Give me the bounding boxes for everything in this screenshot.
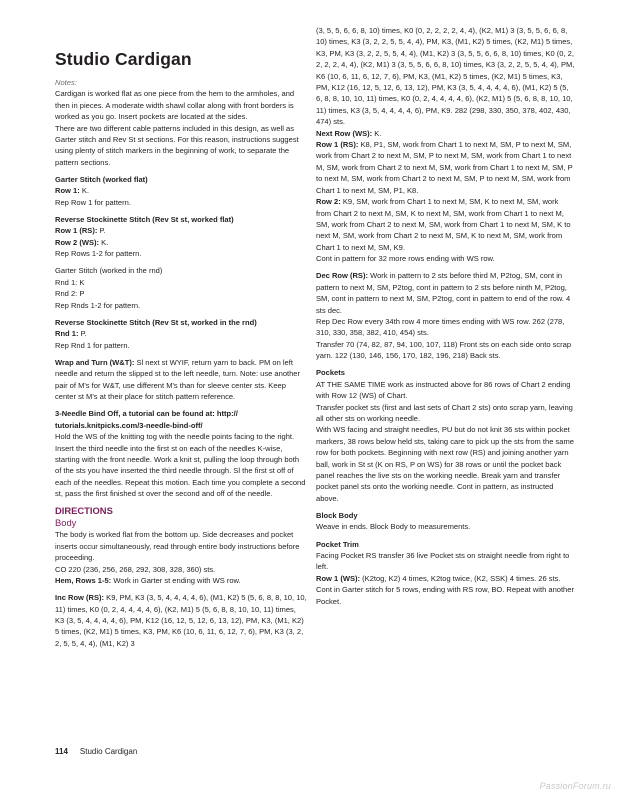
- rev-flat-title: Reverse Stockinette Stitch (Rev St st, worked flat): [55, 215, 234, 225]
- body-intro: The body is worked flat from the bottom up. Side decreases and pocket inserts occur simultaneously, read through entire body instructions before proceeding.: [55, 530, 300, 563]
- instruction-row: Row 2 (WS): K.: [55, 237, 109, 247]
- instruction-row: Row 1: K.: [55, 186, 89, 196]
- instruction-row: Row 1 (RS): P.: [55, 226, 106, 236]
- pocket-trim-text: Cont in Garter stitch for 5 rows, ending with RS row, BO. Repeat with another Pocket.: [316, 585, 574, 606]
- dec-row: Dec Row (RS): Work in pattern to 2 sts before third M, P2tog, SM, cont in pattern to next M, SM, P2tog, cont in pattern to 2 sts before ninth M, P2tog, SM, cont in pattern to next M, SM, P2tog, cont in pattern to end of the row. 4 sts dec.: [316, 271, 571, 315]
- rep-dec: Rep Dec Row every 34th row 4 more times ending with WS row. 262 (278, 310, 330, 358, 382, 410, 454) sts.: [316, 316, 565, 338]
- pockets-paragraph: Transfer pocket sts (first and last sets of Chart 2 sts) onto scrap yarn, leaving all other sts on working needle.: [316, 402, 573, 423]
- instruction-row: Rep Rows 1-2 for pattern.: [55, 249, 142, 259]
- directions-heading: DIRECTIONS: [55, 505, 113, 517]
- instruction-row: Rnd 2: P: [55, 289, 85, 299]
- next-row: Next Row (WS): K.: [316, 128, 382, 138]
- left-column: [55, 77, 307, 649]
- page-footer: [55, 747, 137, 757]
- footer-title: Studio Cardigan: [79, 747, 138, 756]
- pockets-paragraph: With WS facing and straight needles, PU but do not knit 36 sts within pocket markers, 38 rows below held sts, taking care to pick up the sts from the same row for both pockets. Beginning with next row (RS) and joining another yarn ball, work in St st (K on RS, P on WS) for 38 rows or until the pocket back panel reaches the live sts on the working needle. Break yarn and transfer pocket panel sts onto the working needle. Cont in pattern, as instructed above.: [316, 425, 574, 503]
- cont-rows: Cont in pattern for 32 more rows ending with WS row.: [316, 254, 495, 264]
- garter-rnd-title: Garter Stitch (worked in the rnd): [55, 266, 163, 276]
- block-body-text: Weave in ends. Block Body to measurements.: [316, 522, 471, 532]
- cast-on: CO 220 (236, 256, 268, 292, 308, 328, 360) sts.: [55, 564, 216, 574]
- notes-label: Notes:: [55, 78, 77, 87]
- watermark: PassionForum.ru: [539, 781, 611, 791]
- hem-rows: Hem, Rows 1-5: Work in Garter st ending with WS row.: [55, 576, 241, 586]
- instruction-row: Rnd 1: K: [55, 277, 85, 287]
- body-heading: Body: [55, 517, 77, 529]
- pockets-paragraph: AT THE SAME TIME work as instructed above for 86 rows of Chart 2 ending with Row 12 (WS) of Chart.: [316, 379, 571, 401]
- pockets-title: Pockets: [316, 368, 345, 378]
- notes-paragraph: Cardigan is worked flat as one piece from the hem to the armholes, and then in pieces. A moderate width shawl collar along with front borders is worked as you go. Insert pockets are located at the sides.: [55, 89, 295, 122]
- pocket-trim-text: Facing Pocket RS transfer 36 live Pocket sts on straight needle from right to left.: [316, 551, 570, 572]
- inc-row-continued: (3, 5, 5, 6, 6, 8, 10) times, K0 (0, 2, 2, 2, 2, 4, 4), (K2, M1) 3 (3, 5, 5, 6, 6, 8, 10) times, K3 (3, 2, 2, 5, 5, 4, 4), PM, K3, (M1, K2) 5 times, (K2, M1) 5 times, K3, PM, K3 (3, 2, 2, 5, 5, 4, 4), (M1, K2) 3 (3, 5, 5, 6, 6, 8, 10) times, K0 (0, 2, 2, 2, 2, 4, 4), (K2, M1) 3 (3, 5, 5, 6, 6, 8, 10) times, K3 (3, 2, 2, 5, 5, 4, 4), PM, K6 (10, 6, 11, 6, 12, 7, 6), PM, K3, (M1, K2) 5 times, (K2, M1) 5 times, K3, PM, K12 (16, 12, 5, 12, 6, 13, 12), PM, K3 (3, 5, 4, 4, 4, 4, 6), (M1, K2) 5 (5, 6, 8, 8, 10, 10, 11) times, K0 (0, 2, 4, 4, 4, 4, 6), (K2, M1) 5 (5, 6, 8, 8, 10, 10, 11) times, K3 (3, 5, 4, 4, 4, 4, 6), PM, K9. 282 (298, 330, 350, 378, 402, 430, 474) sts.: [316, 26, 575, 127]
- instruction-row: Rep Rnd 1 for pattern.: [55, 340, 130, 350]
- page-number: 114: [55, 747, 68, 756]
- pocket-trim-title: Pocket Trim: [316, 539, 359, 549]
- bind-off-text: Hold the WS of the knitting tog with the needle points facing to the right. Insert the third needle into the first st on each of the needles K-wise, starting with the front needle. Work a knit st, pulling the loop through both of the sts you have inserted the third needle through. Sl the first st off of each of the needles. Repeat this motion. Each time you complete a second st, pass the first finished st over the second and off of the needle.: [55, 432, 306, 499]
- instruction-row: Rep Row 1 for pattern.: [55, 197, 131, 207]
- instruction-row: Rnd 1: P.: [55, 329, 87, 339]
- page-title: Studio Cardigan: [55, 49, 192, 69]
- row-2: Row 2: K9, SM, work from Chart 1 to next M, SM, K to next M, SM, work from Chart 2 to next M, SM, K to next M, SM, work from Chart 1 to next M, SM, work from Chart 2 to next M, SM, work from Chart 1 to next M, SM, K to next M, SM, work from Chart 2 to next M, SM, K to next M, SM, work from Chart 1 to next M, SM, K9.: [316, 197, 571, 252]
- row-1: Row 1 (RS): K8, P1, SM, work from Chart 1 to next M, SM, P to next M, SM, work from Chart 2 to next M, SM, P to next M, SM, work from Chart 1 to next M, SM, work from Chart 2 to next M, SM, work from Chart 1 to next M, SM, P to next M, SM, work from Chart 2 to next M, SM, P to next M, SM, work from Chart 1 to next M, SM, P1, K8.: [316, 140, 573, 195]
- instruction-row: Rep Rnds 1-2 for pattern.: [55, 300, 141, 310]
- notes-paragraph: There are two different cable patterns included in this design, as well as Garter stitch and Rev St st sections. For this reason, instructions suggest using plenty of stitch markers in the beginning of work, to separate the pattern sections.: [55, 123, 299, 167]
- transfer: Transfer 70 (74, 82, 87, 94, 100, 107, 118) Front sts on each side onto scrap yarn. 122 (130, 146, 156, 170, 182, 196, 218) Back sts.: [316, 339, 572, 361]
- inc-row: Inc Row (RS): K9, PM, K3 (3, 5, 4, 4, 4, 4, 6), (M1, K2) 5 (5, 6, 8, 8, 10, 10, 11) times, K0 (0, 2, 4, 4, 4, 4, 6), (K2, M1) 5 (5, 6, 8, 8, 10, 10, 11) times, K3 (3, 5, 4, 4, 4, 4, 6), PM, K12 (16, 12, 5, 12, 6, 13, 12), PM, K3, (M1, K2) 5 times, (K2, M1) 5 times, K3, PM, K6 (10, 6, 11, 6, 12, 7, 6), PM, K3 (3, 2, 2, 5, 5, 4, 4), (M1, K2) 3: [55, 593, 307, 648]
- bind-off-title: 3-Needle Bind Off, a tutorial can be found at: http:// tutorials.knitpicks.com/3-needle-bind-off/: [55, 409, 238, 430]
- garter-flat-title: Garter Stitch (worked flat): [55, 175, 148, 185]
- rev-rnd-title: Reverse Stockinette Stitch (Rev St st, worked in the rnd): [55, 317, 257, 327]
- pocket-trim-row-1: Row 1 (WS): (K2tog, K2) 4 times, K2tog twice, (K2, SSK) 4 times. 26 sts.: [316, 573, 561, 583]
- wrap-and-turn: Wrap and Turn (W&T): Sl next st WYIF, return yarn to back. PM on left needle and return the slipped st to the left needle, turn. Note: use another pair of M's for W&T, use different M's than for sleeve center sts. Keep center st M's at their place for stitch pattern reference.: [55, 357, 301, 402]
- right-column: [316, 25, 575, 607]
- block-body-title: Block Body: [316, 511, 358, 521]
